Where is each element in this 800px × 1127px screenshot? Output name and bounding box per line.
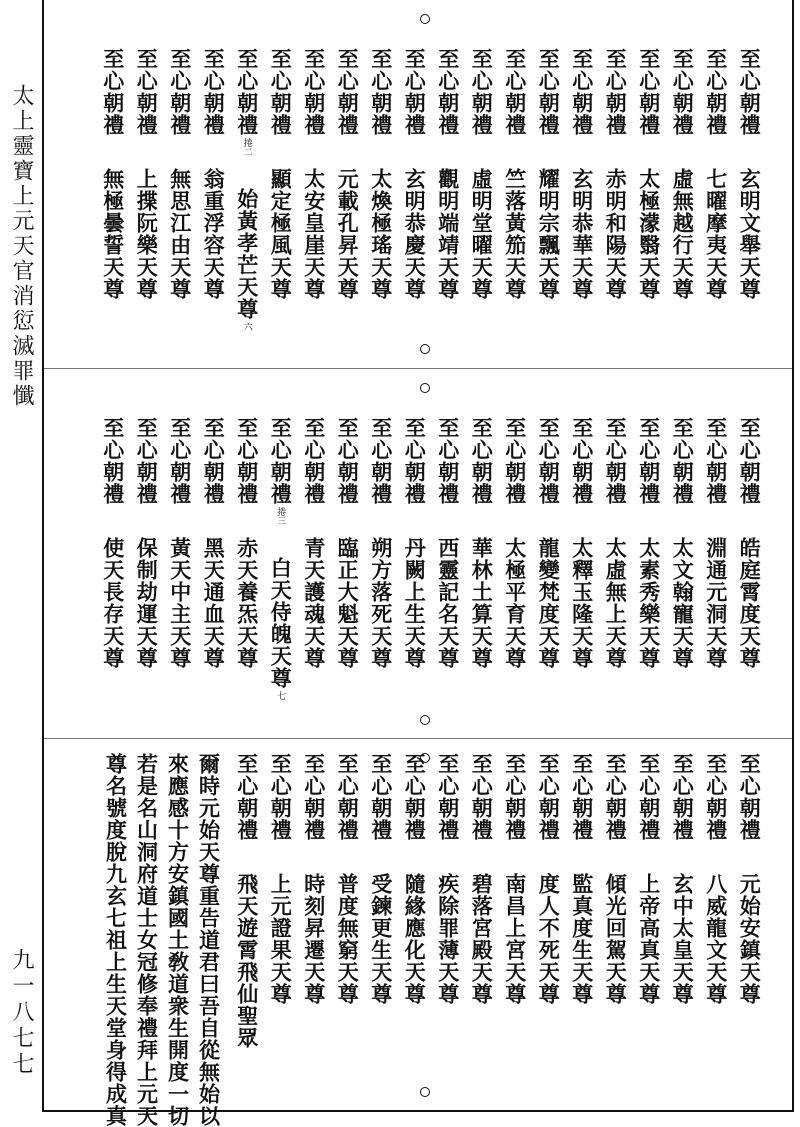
invocation-column [431, 417, 465, 700]
panel-1 [44, 0, 792, 368]
deity-name: 太文翰寵天尊 [670, 537, 696, 669]
deity-name: 疾除罪薄天尊 [435, 873, 461, 1005]
deity-name: 飛天遊霄飛仙聖眾 [234, 873, 260, 1049]
panel-2 [44, 368, 792, 739]
deity-name: 淵通元洞天尊 [703, 537, 729, 669]
invocation-column [565, 753, 599, 1127]
invocation-column [297, 48, 331, 331]
invocation-phrase: 至心朝禮 [201, 417, 227, 505]
deity-name: 竺落黃笳天尊 [502, 168, 528, 300]
deity-name: 上帝高真天尊 [636, 873, 662, 1005]
invocation-column [130, 48, 164, 331]
invocation-phrase: 至心朝禮 [603, 417, 629, 505]
invocation-phrase: 至心朝禮 [636, 48, 662, 136]
invocation-phrase: 至心朝禮 [502, 753, 528, 841]
invocation-column [230, 48, 264, 331]
panel-3 [44, 738, 792, 1127]
invocation-column [699, 753, 733, 1127]
closing-column [162, 753, 193, 1127]
deity-name: 使天長存天尊 [100, 537, 126, 669]
page-number: 九一八七七 [9, 948, 34, 1078]
invocation-phrase: 至心朝禮 [670, 48, 696, 136]
deity-name: 太安皇崖天尊 [301, 168, 327, 300]
deity-name: 太煥極瑤天尊 [368, 168, 394, 300]
closing-text-line: 尊名號度脫九玄七祖上生天堂身得成真 [103, 753, 129, 1127]
invocation-column [163, 48, 197, 331]
invocation-column [733, 417, 767, 700]
deity-name: 太極濛翳天尊 [636, 168, 662, 300]
invocation-phrase: 至心朝禮 [569, 48, 595, 136]
invocation-phrase: 至心朝禮 [670, 753, 696, 841]
invocation-phrase: 至心朝禮 [402, 48, 428, 136]
deity-name: 華林土算天尊 [469, 537, 495, 669]
invocation-column [197, 48, 231, 331]
invocation-column [632, 753, 666, 1127]
invocation-phrase: 至心朝禮 [301, 48, 327, 136]
invocation-column [498, 417, 532, 700]
invocation-column [532, 48, 566, 331]
page-frame [42, 0, 794, 1127]
invocation-column [364, 417, 398, 700]
deity-name: 西靈記名天尊 [435, 537, 461, 669]
deity-name: 七曜摩夷天尊 [703, 168, 729, 300]
invocation-column [398, 753, 432, 1127]
invocation-column [398, 417, 432, 700]
deity-name: 太極平育天尊 [502, 537, 528, 669]
invocation-column [666, 753, 700, 1127]
deity-name: 八威龍文天尊 [703, 873, 729, 1005]
invocation-phrase: 至心朝禮 [335, 753, 361, 841]
invocation-column [130, 417, 164, 700]
invocation-phrase: 至心朝禮 [502, 417, 528, 505]
invocation-phrase: 至心朝禮 [569, 417, 595, 505]
invocation-column [431, 48, 465, 331]
invocation-column [364, 48, 398, 331]
invocation-column [666, 48, 700, 331]
closing-column [131, 753, 162, 1127]
invocation-phrase: 至心朝禮 [469, 48, 495, 136]
invocation-phrase: 至心朝禮 [737, 48, 763, 136]
closing-column [193, 753, 224, 1127]
invocation-phrase: 至心朝禮 [737, 417, 763, 505]
invocation-column [599, 417, 633, 700]
deity-name: 太釋玉隆天尊 [569, 537, 595, 669]
deity-name: 隨緣應化天尊 [402, 873, 428, 1005]
deity-name: 上元證果天尊 [268, 873, 294, 1005]
invocation-column [699, 48, 733, 331]
deity-name: 虛明堂曜天尊 [469, 168, 495, 300]
invocation-phrase: 至心朝禮 [301, 417, 327, 505]
invocation-phrase: 至心朝禮 [100, 417, 126, 505]
invocation-column [733, 753, 767, 1127]
deity-name: 玄明恭慶天尊 [402, 168, 428, 300]
closing-column [100, 753, 131, 1127]
deity-name: 受鍊更生天尊 [368, 873, 394, 1005]
binding-circle-icon [420, 715, 430, 725]
margin-note: 六 [241, 322, 252, 331]
deity-name: 朔方落死天尊 [368, 537, 394, 669]
deity-name: 始黃孝芒天尊 [234, 188, 260, 320]
invocation-column [264, 753, 298, 1127]
invocation-phrase: 至心朝禮 [536, 417, 562, 505]
invocation-column [632, 417, 666, 700]
margin-note: 捲三 [275, 507, 286, 525]
invocation-phrase: 至心朝禮 [234, 48, 260, 136]
panel-2-columns [96, 417, 766, 700]
invocation-phrase: 至心朝禮 [670, 417, 696, 505]
invocation-phrase: 至心朝禮 [268, 753, 294, 841]
invocation-column [331, 417, 365, 700]
deity-name: 赤明和陽天尊 [603, 168, 629, 300]
invocation-column [364, 753, 398, 1127]
invocation-phrase: 至心朝禮 [134, 48, 160, 136]
invocation-column [331, 753, 365, 1127]
deity-name: 玄明文舉天尊 [737, 168, 763, 300]
invocation-column [632, 48, 666, 331]
invocation-column [331, 48, 365, 331]
invocation-phrase: 至心朝禮 [268, 417, 294, 505]
deity-name: 觀明端靖天尊 [435, 168, 461, 300]
invocation-phrase: 至心朝禮 [435, 48, 461, 136]
invocation-phrase: 至心朝禮 [469, 753, 495, 841]
invocation-column [96, 417, 130, 700]
invocation-phrase: 至心朝禮 [167, 417, 193, 505]
invocation-phrase: 至心朝禮 [502, 48, 528, 136]
deity-name: 翁重浮容天尊 [201, 168, 227, 300]
panel-1-columns [96, 48, 766, 331]
invocation-column [565, 417, 599, 700]
invocation-phrase: 至心朝禮 [469, 417, 495, 505]
deity-name: 黑天通血天尊 [201, 537, 227, 669]
invocation-column [599, 48, 633, 331]
deity-name: 元載孔昇天尊 [335, 168, 361, 300]
invocation-column [733, 48, 767, 331]
closing-text-line: 爾時元始天尊重告道君曰吾自從無始以 [196, 753, 222, 1127]
margin-note: 七 [275, 691, 286, 700]
invocation-phrase: 至心朝禮 [703, 417, 729, 505]
deity-name: 皓庭霄度天尊 [737, 537, 763, 669]
closing-passage [100, 753, 224, 1127]
invocation-column [599, 753, 633, 1127]
invocation-phrase: 至心朝禮 [569, 753, 595, 841]
invocation-phrase: 至心朝禮 [368, 753, 394, 841]
invocation-phrase: 至心朝禮 [234, 753, 260, 841]
deity-name: 赤天養炁天尊 [234, 537, 260, 669]
invocation-column [498, 48, 532, 331]
deity-name: 時刻昇遷天尊 [301, 873, 327, 1005]
invocation-column [297, 417, 331, 700]
deity-name: 元始安鎮天尊 [737, 873, 763, 1005]
invocation-phrase: 至心朝禮 [368, 417, 394, 505]
binding-circle-icon [420, 1087, 430, 1097]
invocation-column [264, 48, 298, 331]
deity-name: 無思江由天尊 [167, 168, 193, 300]
binding-circle-icon [420, 14, 430, 24]
invocation-column [465, 753, 499, 1127]
invocation-phrase: 至心朝禮 [201, 48, 227, 136]
deity-name: 白天侍魄天尊 [268, 557, 294, 689]
invocation-column [666, 417, 700, 700]
invocation-column [532, 417, 566, 700]
deity-name: 上揲阮樂天尊 [134, 168, 160, 300]
invocation-phrase: 至心朝禮 [335, 48, 361, 136]
invocation-phrase: 至心朝禮 [603, 753, 629, 841]
invocation-phrase: 至心朝禮 [603, 48, 629, 136]
deity-name: 保制劫運天尊 [134, 537, 160, 669]
closing-text-line: 若是名山洞府道士女冠修奉禮拜上元天 [134, 753, 160, 1127]
invocation-phrase: 至心朝禮 [268, 48, 294, 136]
deity-name: 耀明宗飄天尊 [536, 168, 562, 300]
invocation-phrase: 至心朝禮 [703, 753, 729, 841]
deity-name: 南昌上宮天尊 [502, 873, 528, 1005]
deity-name: 碧落宮殿天尊 [469, 873, 495, 1005]
invocation-column [498, 753, 532, 1127]
panel-3-columns [100, 753, 766, 1127]
binding-circle-icon [420, 344, 430, 354]
invocation-column [230, 753, 264, 1127]
invocation-phrase: 至心朝禮 [234, 417, 260, 505]
invocation-phrase: 至心朝禮 [737, 753, 763, 841]
invocation-phrase: 至心朝禮 [335, 417, 361, 505]
invocation-phrase: 至心朝禮 [636, 753, 662, 841]
closing-text-line: 來應感十方安鎮國土敎道衆生開度一切 [165, 753, 191, 1127]
invocation-phrase: 至心朝禮 [368, 48, 394, 136]
deity-name: 臨正大魁天尊 [335, 537, 361, 669]
invocation-phrase: 至心朝禮 [435, 753, 461, 841]
deity-name: 普度無窮天尊 [335, 873, 361, 1005]
deity-name: 龍變梵度天尊 [536, 537, 562, 669]
invocation-phrase: 至心朝禮 [536, 753, 562, 841]
invocation-phrase: 至心朝禮 [134, 417, 160, 505]
invocation-phrase: 至心朝禮 [301, 753, 327, 841]
invocation-phrase: 至心朝禮 [703, 48, 729, 136]
invocation-column [398, 48, 432, 331]
deity-name: 度人不死天尊 [536, 873, 562, 1005]
invocation-column [163, 417, 197, 700]
book-title: 太上靈寶上元天官消愆滅罪懺 [9, 84, 34, 409]
binding-circle-icon [420, 383, 430, 393]
invocation-column [465, 417, 499, 700]
invocation-phrase: 至心朝禮 [402, 753, 428, 841]
deity-name: 太虛無上天尊 [603, 537, 629, 669]
invocation-column [96, 48, 130, 331]
invocation-column [297, 753, 331, 1127]
invocation-phrase: 至心朝禮 [402, 417, 428, 505]
invocation-column [699, 417, 733, 700]
invocation-column [532, 753, 566, 1127]
deity-name: 顯定極風天尊 [268, 168, 294, 300]
deity-name: 虛無越行天尊 [670, 168, 696, 300]
invocation-column [465, 48, 499, 331]
invocation-column [431, 753, 465, 1127]
deity-name: 青天護魂天尊 [301, 537, 327, 669]
deity-name: 丹闕上生天尊 [402, 537, 428, 669]
deity-name: 無極曇誓天尊 [100, 168, 126, 300]
invocation-column [230, 417, 264, 700]
deity-name: 黃天中主天尊 [167, 537, 193, 669]
invocation-phrase: 至心朝禮 [636, 417, 662, 505]
invocation-phrase: 至心朝禮 [435, 417, 461, 505]
deity-name: 玄明恭華天尊 [569, 168, 595, 300]
margin-note: 捲二 [241, 138, 252, 156]
deity-name: 監真度生天尊 [569, 873, 595, 1005]
invocation-column [565, 48, 599, 331]
deity-name: 太素秀樂天尊 [636, 537, 662, 669]
invocation-phrase: 至心朝禮 [167, 48, 193, 136]
invocation-phrase: 至心朝禮 [100, 48, 126, 136]
invocation-phrase: 至心朝禮 [536, 48, 562, 136]
invocation-column [264, 417, 298, 700]
invocation-column [197, 417, 231, 700]
deity-name: 玄中太皇天尊 [670, 873, 696, 1005]
deity-name: 傾光回駕天尊 [603, 873, 629, 1005]
